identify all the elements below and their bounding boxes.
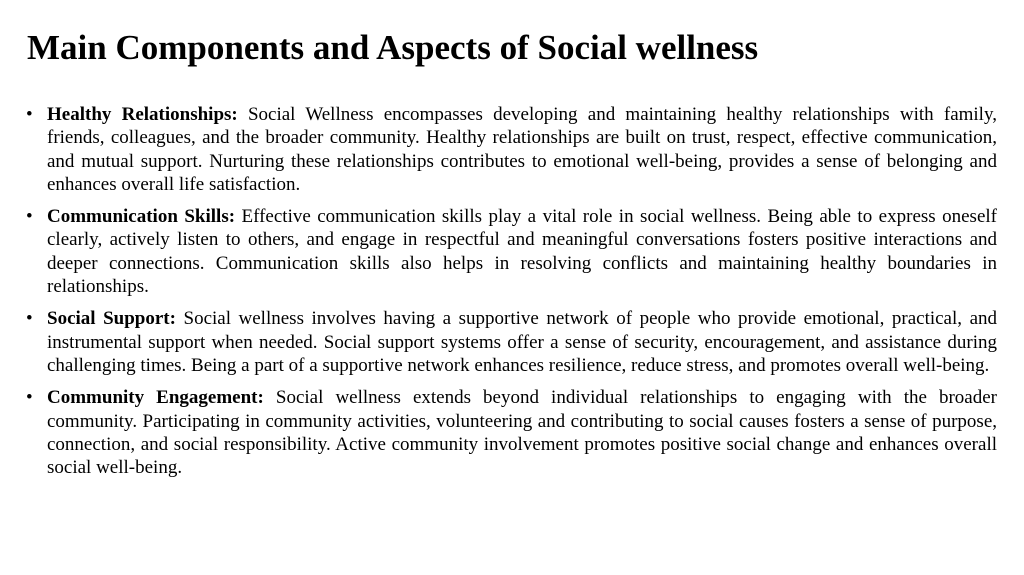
bullet-term: Community Engagement: bbox=[47, 387, 276, 409]
bullet-item-healthy-relationships bbox=[26, 103, 997, 196]
bullet-icon: • bbox=[26, 206, 33, 228]
bullet-text: Social wellness involves having a supportive network of people who provide emotional, practical, and instrumental support when needed. Social support systems offer a sense of security, encouragement, and assistance during challenging times. Being a part of a supportive network enhances resilience, reduce stress, and promotes overall well-being. bbox=[47, 308, 997, 376]
bullet-term: Communication Skills: bbox=[47, 206, 242, 228]
bullet-item-communication-skills bbox=[26, 205, 997, 298]
bullet-text: Social Wellness encompasses developing and maintaining healthy relationships with family, friends, colleagues, and the broader community. Healthy relationships are built on trust, respect, effective communication, and mutual support. Nurturing these relationships contributes to emotional well-being, provides a sense of belonging and enhances overall life satisfaction. bbox=[47, 104, 997, 195]
bullet-term: Social Support: bbox=[47, 308, 184, 330]
bullet-icon: • bbox=[26, 308, 33, 330]
bullet-item-social-support bbox=[26, 307, 997, 377]
bullet-icon: • bbox=[26, 387, 33, 409]
bullet-icon: • bbox=[26, 104, 33, 125]
bullet-item-community-engagement bbox=[26, 386, 997, 479]
bullet-list bbox=[26, 103, 997, 488]
bullet-text: Social wellness extends beyond individual relationships to engaging with the broader community. Participating in community activities, volunteering and contributing to social causes fosters a sense of purpose, connection, and social responsibility. Active community involvement promotes positive social change and enhances overall social well-being. bbox=[47, 387, 997, 479]
bullet-text: Effective communication skills play a vital role in social wellness. Being able to express oneself clearly, actively listen to others, and engage in respectful and meaningful conversations fosters positive interactions and deeper connections. Communication skills also helps in resolving conflicts and maintaining healthy boundaries in relationships. bbox=[47, 206, 997, 298]
slide-title: Main Components and Aspects of Social wellness bbox=[27, 28, 759, 67]
bullet-term: Healthy Relationships: bbox=[47, 104, 248, 125]
